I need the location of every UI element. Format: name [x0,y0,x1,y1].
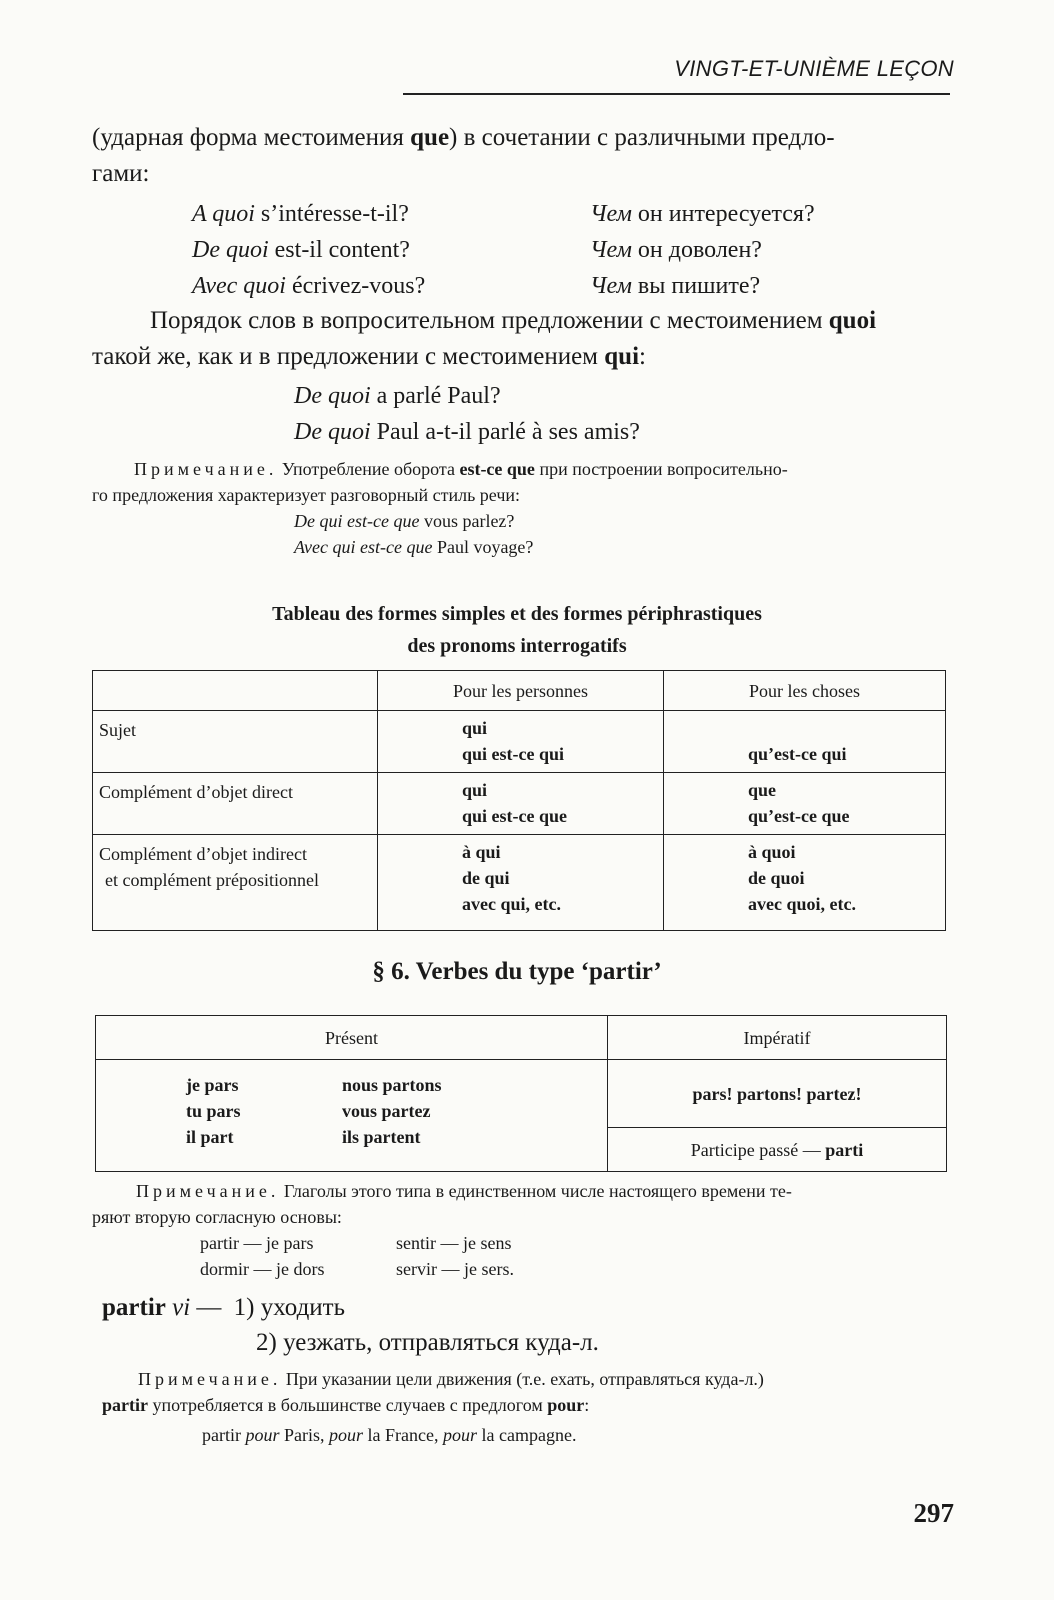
table-row [93,711,946,773]
header-present: Présent [96,1016,608,1060]
conjugation-table [95,1015,947,1172]
present-forms-cell: je pars tu pars il part nous partons vous partez ils partent [96,1060,608,1172]
example-line: Avec quoi écrivez-vous? [192,273,426,299]
row-label: Complément d’objet direct [93,773,378,835]
header-rule [403,93,950,95]
table-row [96,1060,947,1128]
example-line: Чем он интересуется? [590,201,815,227]
imperatif-forms: pars! partons! partez! [608,1060,947,1128]
persons-cell: à qui de qui avec qui, etc. [378,835,664,931]
note-pour: Примечание. При указании цели движения (т.е. ехать, отправляться куда-л.) partir употребляется в большинстве случаев с предлогом pour: partir pour Paris, pour la France, pour la campagne. [102,1369,764,1445]
table-caption: Tableau des formes simples et des formes périphrastiques des pronoms interrogatifs [272,603,762,657]
section-title: § 6. Verbes du type ‘partir’ [372,958,662,985]
running-header: VINGT-ET-UNIÈME LEÇON [674,56,954,81]
persons-cell: qui qui est-ce que [378,773,664,835]
examples-ru [590,196,815,304]
header-persons: Pour les personnes [378,671,664,711]
table-header-row [93,671,946,711]
participe-cell: Participe passé — parti [608,1128,947,1172]
examples-fr [192,196,425,304]
table-row [93,773,946,835]
example-line: De quoi est-il content? [192,237,410,263]
pronouns-table [92,670,946,931]
example-line: A quoi s’intéresse-t-il? [192,201,409,227]
example-line: De quoi a parlé Paul? [294,383,501,409]
example-line: Чем вы пишите? [590,273,761,299]
intro-paragraph: (ударная форма местоимения que) в сочетании с различными предло- гами: [92,124,835,187]
row-label: Sujet [93,711,378,773]
header-imperatif: Impératif [608,1016,947,1060]
vocab-entry: partir vi — 1) уходить 2) уезжать, отправляться куда-л. [102,1294,599,1356]
persons-cell: qui qui est-ce qui [378,711,664,773]
table-row [93,835,946,931]
header-things: Pour les choses [664,671,946,711]
page-number: 297 [913,1498,954,1528]
table-header-row [96,1016,947,1060]
examples-quoi [294,378,640,450]
note-consonant: Примечание. Глаголы этого типа в единственном числе настоящего времени те- ряют вторую согласную основы: partir — je pars sentir — je sens dormir — je dors servir — je sers. [92,1181,792,1279]
example-line: De quoi Paul a-t-il parlé à ses amis? [294,419,640,445]
header-empty-cell [93,671,378,711]
things-cell: à quoi de quoi avec quoi, etc. [664,835,946,931]
things-cell: qu’est-ce qui [664,711,946,773]
note-est-ce-que: Примечание. Употребление оборота est-ce que при построении вопросительно- го предложения характеризует разговорный стиль речи: De qui est-ce que vous parlez? Avec qui est-ce que Paul voyage? [92,459,788,557]
row-label: Complément d’objet indirect et complément prépositionnel [93,835,378,931]
things-cell: que qu’est-ce que [664,773,946,835]
word-order-paragraph: Порядок слов в вопросительном предложении с местоимением quoi такой же, как и в предложении с местоимением qui: [92,307,877,370]
example-line: Чем он доволен? [590,237,762,263]
